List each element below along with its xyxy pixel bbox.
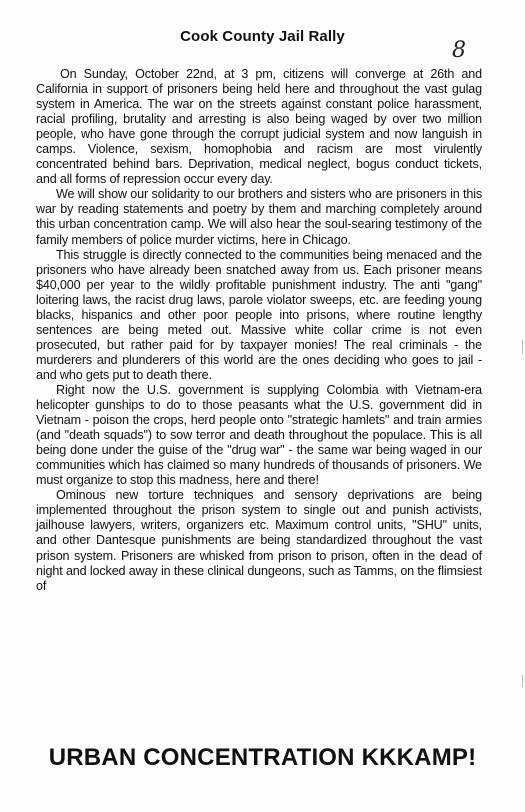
headline: URBAN CONCENTRATION KKKAMP! (48, 744, 477, 771)
scan-artifact (522, 340, 523, 354)
scan-artifact (522, 675, 523, 687)
paragraph: On Sunday, October 22nd, at 3 pm, citizens will converge at 26th and California in support of prisoners being held here and throughout the vast gulag system in America. The war on the streets against constant police harassment, racial profiling, brutality and arresting is also being waged by over two million people, who have gone through the corrupt judicial system and now languish in camps. Violence, sexism, homophobia and racism are most virulently concentrated behind bars. Deprivation, medical neglect, bogus conduct tickets, and all forms of repression occur every day. (36, 67, 482, 187)
paragraph: Right now the U.S. government is supplying Colombia with Vietnam-era helicopter gunships to do to those peasants what the U.S. government did in Vietnam - poison the crops, herd people onto "strategic hamlets" and train armies (and "death squads") to sow terror and death throughout the populace. This is all being done under the guise of the "drug war" - the same war being waged in our communities which has claimed so many hundreds of thousands of prisoners. We must organize to stop this madness, here and there! (36, 382, 482, 488)
page-number: 8 (452, 38, 466, 63)
document-title: Cook County Jail Rally (180, 28, 345, 45)
article-body (36, 67, 482, 594)
paragraph: Ominous new torture techniques and sensory deprivations are being implemented throughout the prison system to single out and punish activists, jailhouse lawyers, writers, organizers etc. Maximum control units, "SHU" units, and other Dantesque punishments are being standardized throughout the vast prison system. Prisoners are whisked from prison to prison, often in the dead of night and locked away in these clinical dungeons, such as Tamms, on the flimsiest of (36, 488, 482, 593)
paragraph: We will show our solidarity to our brothers and sisters who are prisoners in this war by reading statements and poetry by them and marching completely around this urban concentration camp. We will also hear the soul-searing testimony of the family members of police murder victims, here in Chicago. (36, 187, 482, 247)
paragraph: This struggle is directly connected to the communities being menaced and the prisoners who have already been snatched away from us. Each prisoner means $40,000 per year to the wildly profitable punishment industry. The anti "gang" loitering laws, the racist drug laws, parole violator sweeps, etc. are feeding young blacks, hispanics and other poor people into prisons, where routine lengthy sentences are being meted out. Massive white collar crime is not even prosecuted, but rather paid for by taxpayer monies! The real criminals - the murderers and plunderers of this world are the ones deciding who goes to jail - and who gets put to death there. (36, 247, 482, 382)
